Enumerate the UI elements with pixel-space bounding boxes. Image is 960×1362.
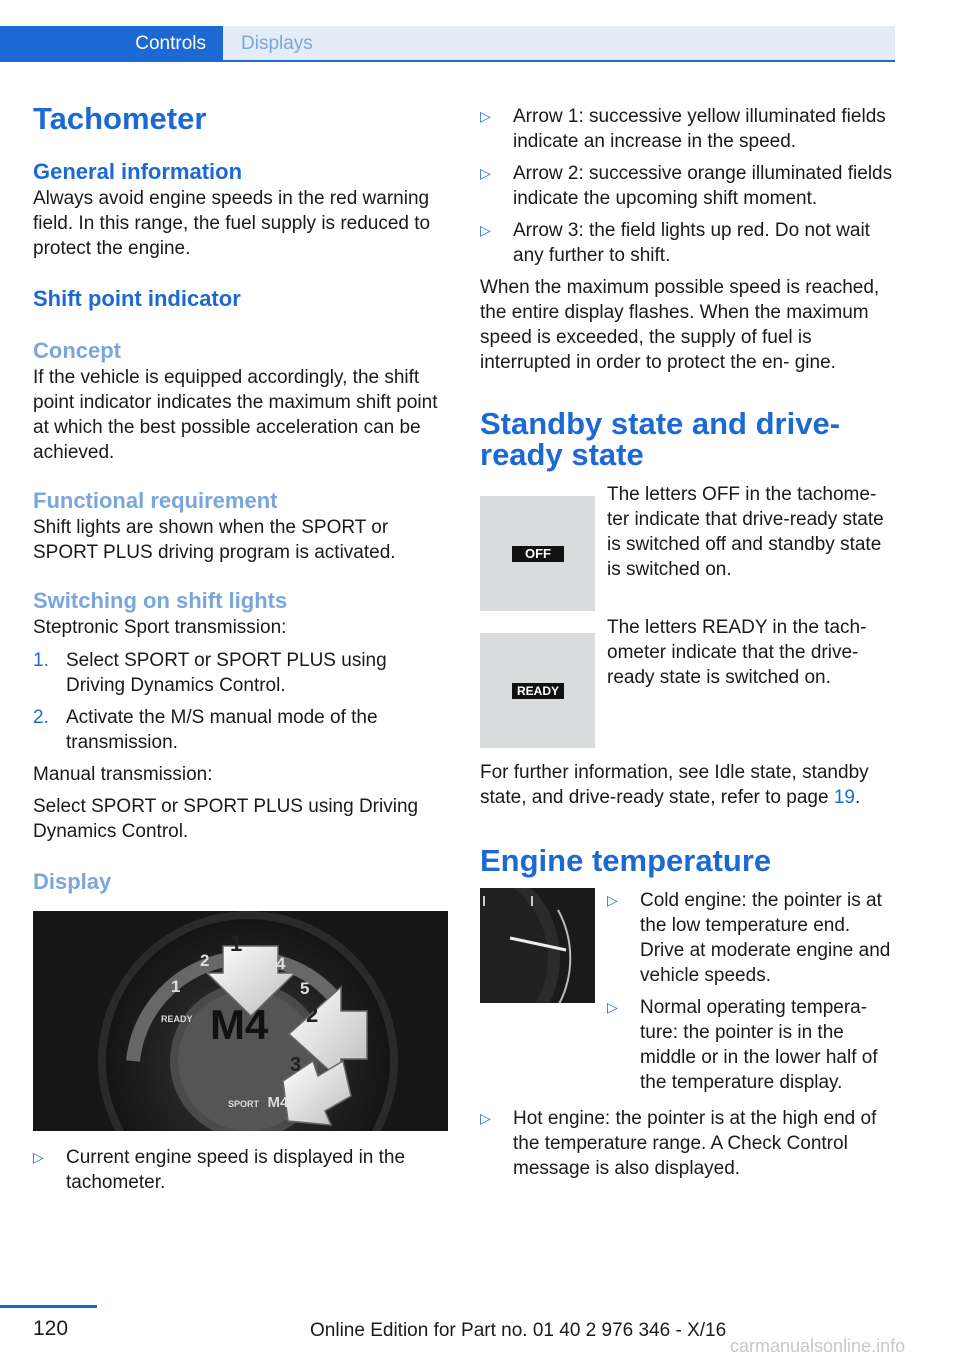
gauge-center-label: M4 [210, 1001, 269, 1048]
list-item: ▷ Arrow 1: successive yellow illuminated fields indicate an increase in the speed. [480, 106, 886, 152]
left-column [33, 100, 449, 1202]
max-speed-text: When the maximum possible speed is reached, the entire display flashes. When the maximum speed is exceeded, the supply of fuel is interrupted in order to protect the en‐ gine. [480, 277, 880, 373]
page-number: 120 [33, 1317, 69, 1340]
list-item: 2. Activate the M/S manual mode of the transmission. [33, 707, 378, 753]
bullet-marker-icon: ▷ [480, 165, 491, 181]
tachometer-figure [33, 911, 448, 1131]
functional-text: Shift lights are shown when the SPORT or SPORT PLUS driving program is activated. [33, 517, 396, 563]
bullet-marker-icon: ▷ [607, 892, 618, 908]
steps-list [33, 648, 449, 755]
page-link[interactable]: 19 [833, 787, 855, 808]
gauge-sport-label: SPORT M4 [228, 1094, 289, 1111]
watermark: carmanualsonline.info [730, 1336, 906, 1356]
title-tachometer: Tachometer [33, 101, 207, 136]
bullet-marker-icon: ▷ [480, 108, 491, 124]
further-info-text: For further information, see Idle state, standby state, and drive-ready state, refer to page 19. [480, 762, 869, 808]
arrow-bullets [480, 104, 896, 268]
manual-text: Select SPORT or SPORT PLUS using Driving Dynamics Control. [33, 796, 419, 842]
list-item: ▷ Arrow 3: the field lights up red. Do not wait any further to shift. [480, 220, 870, 266]
bullet-marker-icon: ▷ [480, 222, 491, 238]
header-rule [0, 60, 895, 62]
display-bullets [33, 1145, 449, 1195]
bullet-marker-icon: ▷ [607, 999, 618, 1015]
gauge-ready-label: READY [161, 1014, 193, 1024]
heading-shift-point-indicator: Shift point indicator [33, 286, 241, 311]
arrow-2-label: 2 [306, 1002, 319, 1027]
manual-label: Manual transmission: [33, 764, 213, 785]
list-item: 1. Select SPORT or SPORT PLUS using Driving Dynamics Control. [33, 650, 387, 696]
list-item: ▷ Current engine speed is displayed in the tachometer. [33, 1147, 406, 1193]
steptronic-label: Steptronic Sport transmission: [33, 617, 287, 638]
ready-text: The letters READY in the tach‐ ometer indicate that the drive- ready state is switched on. [607, 617, 867, 688]
gauge-tick-2: 2 [200, 951, 210, 970]
temperature-gauge-image [480, 888, 595, 1003]
gauge-tick-1: 1 [171, 977, 181, 996]
list-item: ▷ Cold engine: the pointer is at the low temperature end. Drive at moderate engine and vehicle speeds. [607, 890, 891, 986]
list-item: ▷ Normal operating tempera‐ ture: the pointer is in the middle or in the lower half of the temperature display. [607, 997, 878, 1093]
temperature-gauge-illustration [480, 888, 595, 1003]
arrow-3-label: 3 [290, 1054, 302, 1076]
list-item: ▷ Arrow 2: successive orange illuminated fields indicate the upcoming shift moment. [480, 163, 893, 209]
concept-text: If the vehicle is equipped accordingly, the shift point indicator indicates the maximum shift point at which the best possible acceleration can be achieved. [33, 367, 438, 463]
right-column [480, 104, 896, 1188]
bullet-marker-icon: ▷ [33, 1149, 44, 1165]
off-block [480, 482, 896, 612]
general-text: Always avoid engine speeds in the red warning field. In this range, the fuel supply is reduced to protect the engine. [33, 188, 431, 259]
gauge-tick-4: 4 [276, 954, 286, 973]
heading-switching-on-shift-lights: Switching on shift lights [33, 588, 288, 613]
heading-standby-state: Standby state and drive-ready state [480, 406, 841, 472]
list-item: ▷ Hot engine: the pointer is at the high end of the temperature range. A Check Control message is also displayed. [480, 1108, 877, 1179]
footer-rule [0, 1305, 97, 1308]
arrow-1-label: 1 [230, 931, 243, 956]
engine-bullets-full [480, 1106, 896, 1181]
off-display-image: OFF [480, 496, 595, 611]
engine-bullets-side [607, 888, 897, 1102]
header-tabs [0, 26, 895, 62]
off-text: The letters OFF in the tachome‐ ter indicate that drive-ready state is switched off and standby state is switched on. [607, 484, 884, 580]
edition-text: Online Edition for Part no. 01 40 2 976 346 - X/16 [310, 1320, 727, 1341]
gauge-tick-5: 5 [300, 979, 310, 998]
heading-display: Display [33, 869, 112, 894]
heading-functional-requirement: Functional requirement [33, 488, 278, 513]
ready-display-image: READY [480, 633, 595, 748]
tab-controls[interactable]: Controls [0, 26, 223, 62]
bullet-marker-icon: ▷ [480, 1110, 491, 1126]
heading-general-information: General information [33, 159, 243, 184]
engine-block [480, 888, 896, 1106]
tab-displays[interactable]: Displays [223, 26, 895, 62]
heading-engine-temperature: Engine temperature [480, 843, 772, 878]
ready-block [480, 615, 896, 750]
heading-concept: Concept [33, 338, 121, 363]
